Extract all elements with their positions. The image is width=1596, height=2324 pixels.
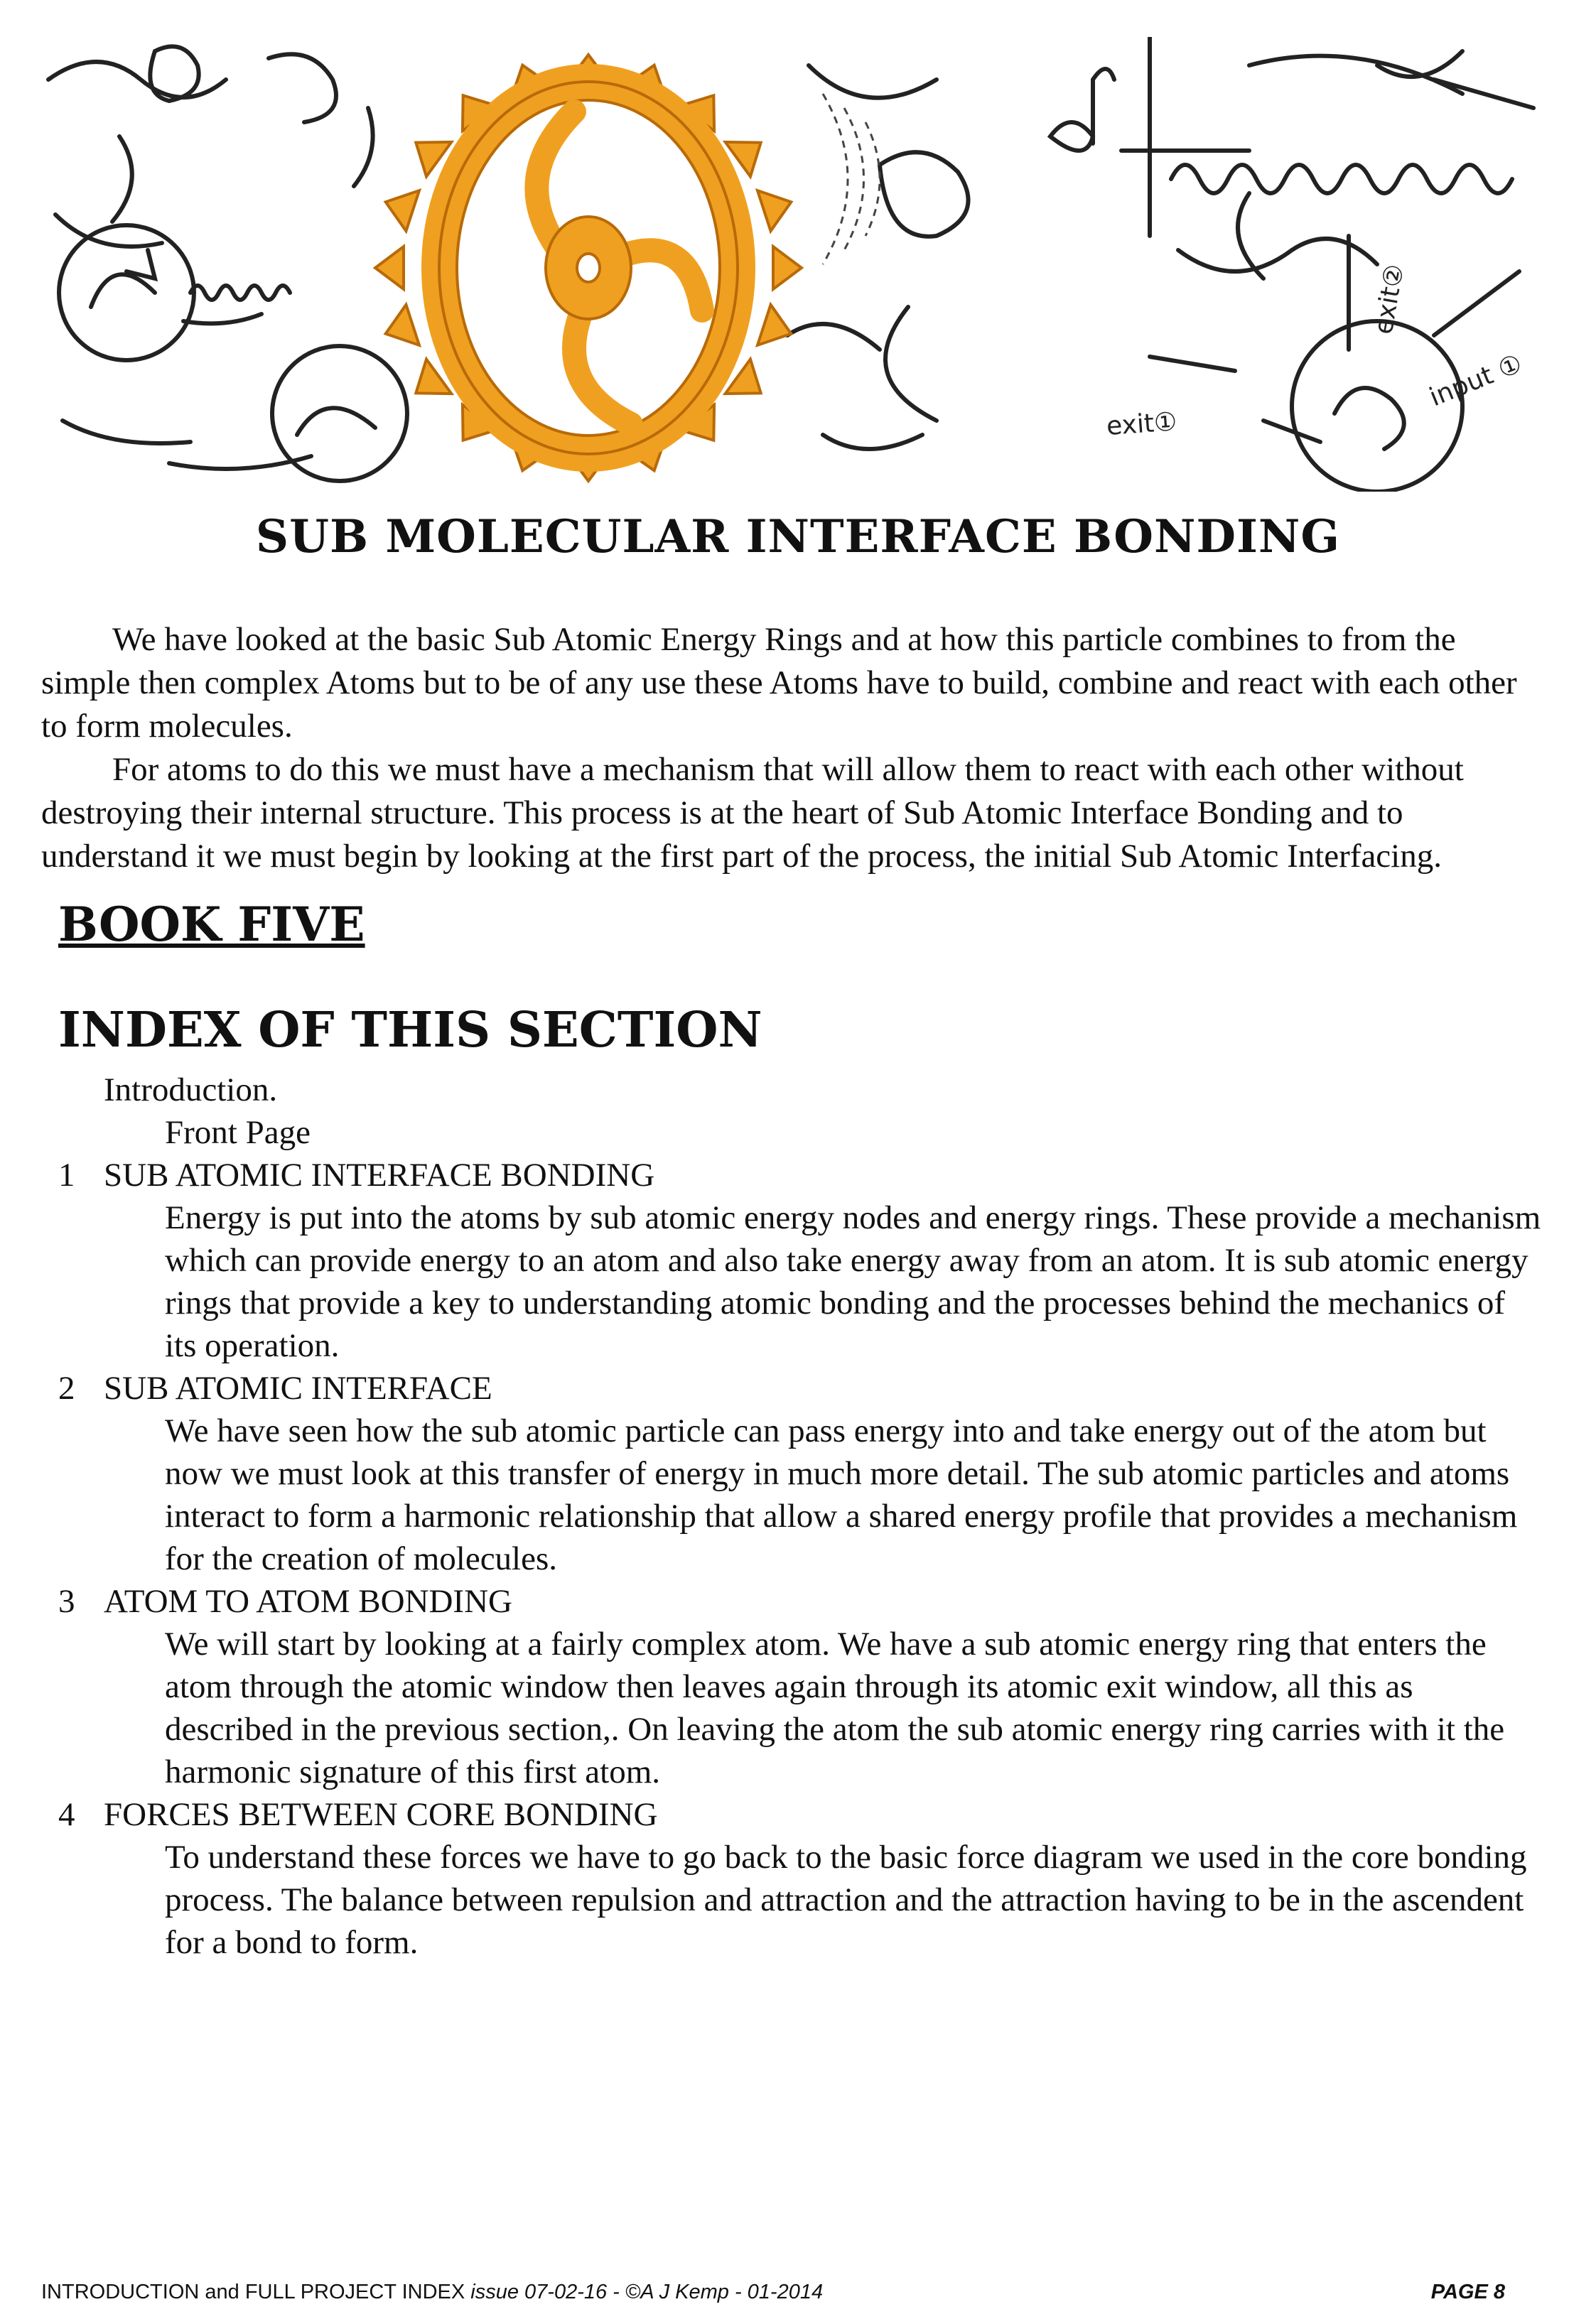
- page-number: PAGE 8: [1430, 2281, 1505, 2303]
- index-item-description: To understand these forces we have to go back to the basic force diagram we used in the core bonding process. The balance between repulsion and attraction and the attraction having to be in the ascendent for a bond to form.: [165, 1839, 1527, 1961]
- page-title: SUB MOLECULAR INTERFACE BONDING: [255, 510, 1341, 563]
- index-item-title: [0, 1793, 1596, 1836]
- book-heading: BOOK FIVE: [58, 897, 365, 952]
- index-item-label: ATOM TO ATOM BONDING: [104, 1583, 512, 1620]
- header-illustration: [41, 37, 1548, 492]
- intro-section: [41, 618, 1548, 878]
- index-item-number: 3: [58, 1583, 75, 1620]
- index-heading: INDEX OF THIS SECTION: [58, 1002, 762, 1059]
- index-item-title: [0, 1154, 1596, 1196]
- footer-left-text: INTRODUCTION and FULL PROJECT INDEX: [41, 2281, 465, 2303]
- intro-paragraph: For atoms to do this we must have a mechanism that will allow them to react with each other without destroying their internal structure. This process is at the heart of Sub Atomic Interface Bonding and to understand it we must begin by looking at the first part of the process, the initial Sub Atomic Interfacing.: [41, 751, 1464, 875]
- index-item-label: SUB ATOMIC INTERFACE: [104, 1370, 492, 1407]
- page-footer: [41, 2281, 1505, 2304]
- exit-2-label: exit②: [1369, 261, 1411, 337]
- index-item-number: 2: [58, 1370, 75, 1407]
- index-item-label: SUB ATOMIC INTERFACE BONDING: [104, 1157, 655, 1194]
- index-item-description: We will start by looking at a fairly complex atom. We have a sub atomic energy ring that enters the atom through the atomic window then leaves again through its atomic exit window, all this as described in the previous section,. On leaving the atom the sub atomic energy ring carries with it the harmonic signature of this first atom.: [165, 1626, 1505, 1790]
- index-list: [0, 1069, 1596, 1964]
- index-item-label: FORCES BETWEEN CORE BONDING: [104, 1796, 658, 1833]
- intro-paragraph: We have looked at the basic Sub Atomic Energy Rings and at how this particle combines to from the simple then complex Atoms but to be of any use these Atoms have to build, combine and react with each other to form molecules.: [41, 621, 1517, 745]
- index-item-title: [0, 1367, 1596, 1410]
- index-introduction: Introduction.: [104, 1071, 278, 1108]
- footer-issue-text: issue 07-02-16 - ©A J Kemp - 01-2014: [470, 2281, 824, 2303]
- input-1-label: input ①: [1425, 349, 1526, 413]
- index-item-title: [0, 1580, 1596, 1623]
- index-item-description: Energy is put into the atoms by sub atomic energy nodes and energy rings. These provide a mechanism which can provide energy to an atom and also take energy away from an atom. It is sub atomic energy rings that provide a key to understanding atomic bonding and the processes behind the mechanics of its operation.: [165, 1199, 1541, 1364]
- index-front-page: Front Page: [165, 1114, 311, 1151]
- index-item-description: We have seen how the sub atomic particle can pass energy into and take energy out of the atom but now we must look at this transfer of energy in much more detail. The sub atomic particles and atoms interact to form a harmonic relationship that allow a shared energy profile that provides a mechanism for the creation of molecules.: [165, 1412, 1518, 1577]
- index-item-number: 1: [58, 1157, 75, 1194]
- exit-1-label: exit①: [1105, 407, 1178, 441]
- index-item-number: 4: [58, 1796, 75, 1833]
- gear-icon: [375, 55, 802, 481]
